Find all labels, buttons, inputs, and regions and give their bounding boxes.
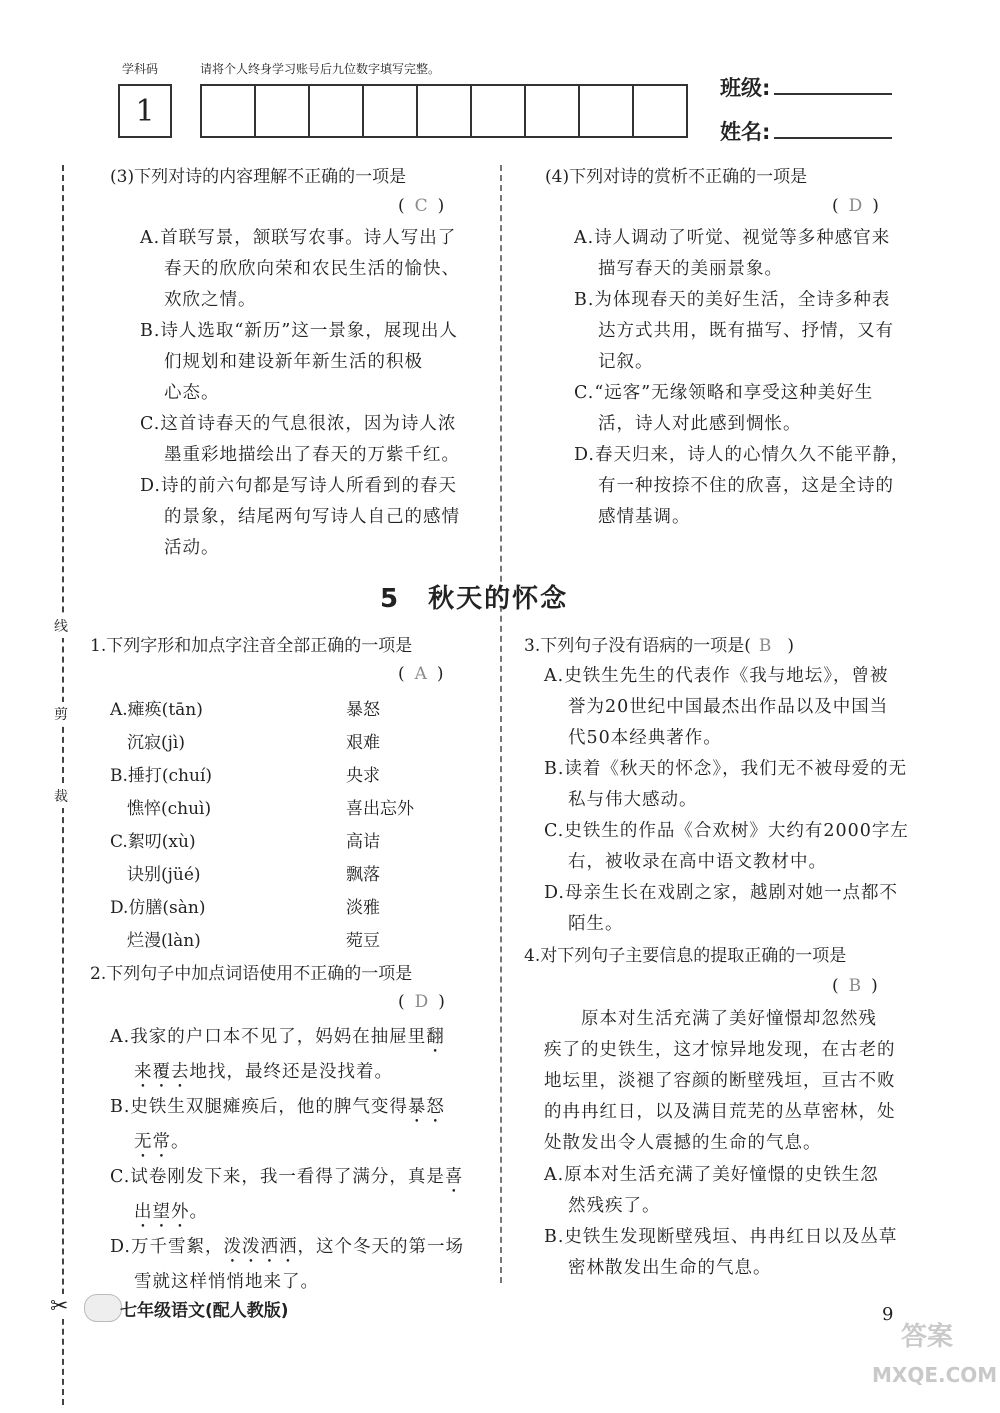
name-field[interactable] <box>720 116 892 146</box>
option-line: 墨重彩地描绘出了春天的万紫千红。 <box>164 445 460 465</box>
option-line: A.史铁生先生的代表作《我与地坛》，曾被 <box>544 666 889 686</box>
option-a <box>574 223 924 285</box>
paren-open: ( <box>398 992 415 1012</box>
option-line: 誉为20世纪中国最杰出作品以及中国当 <box>568 697 889 717</box>
class-field[interactable] <box>720 72 892 102</box>
option-line: 的景象，结尾两句写诗人自己的感情 <box>164 507 460 527</box>
subject-code: 1 <box>135 93 155 129</box>
q4-answer <box>832 196 889 216</box>
dotted-word: 无常 <box>134 1132 171 1152</box>
option-line: C.“远客”无缘领略和享受这种美好生 <box>574 383 874 403</box>
option-line <box>110 1092 490 1127</box>
paren-close: ) <box>872 196 889 216</box>
option-line <box>110 1022 490 1057</box>
option-line: D.诗的前六句都是写诗人所看到的春天 <box>140 476 457 496</box>
option-line: A.首联写景，颔联写农事。诗人写出了 <box>140 228 457 248</box>
lesson-q2-options <box>110 1022 490 1298</box>
account-instruction: 请将个人终身学习账号后九位数字填写完整。 <box>200 62 441 76</box>
lesson-q2-stem: 2.下列句子中加点词语使用不正确的一项是 <box>90 964 413 984</box>
option-line: 欢欣之情。 <box>164 290 257 310</box>
option-line: 感情基调。 <box>598 507 691 527</box>
option-b <box>140 316 490 409</box>
option-line: A.诗人调动了听觉、视觉等多种感官来 <box>574 228 891 248</box>
word-cell: 诀别(jüé) <box>110 865 201 885</box>
option-b <box>544 1222 924 1284</box>
q4-stem: (4)下列对诗的赏析不正确的一项是 <box>545 167 808 187</box>
paren-close: ) <box>871 976 888 996</box>
option-a <box>544 1160 924 1222</box>
option-line <box>110 1057 490 1092</box>
option-line: 私与伟大感动。 <box>568 790 698 810</box>
answer-letter: B <box>758 636 780 656</box>
digit-box[interactable] <box>202 86 256 136</box>
publisher-logo-icon <box>84 1294 122 1322</box>
digit-box[interactable] <box>526 86 580 136</box>
word-cell: 沉寂(jì) <box>110 733 185 753</box>
dotted-word: 来覆去 <box>134 1062 190 1082</box>
lesson-q4-answer <box>832 976 888 996</box>
class-blank[interactable] <box>774 75 892 95</box>
lesson-q2-answer <box>398 992 455 1012</box>
lesson-q4-passage <box>544 1004 924 1159</box>
word-cell: A.瘫痪(tān) <box>110 700 203 720</box>
dotted-word: 喜 <box>444 1167 464 1187</box>
watermark-url: MXQE.COM <box>872 1363 998 1387</box>
dotted-word: 出望外 <box>134 1202 190 1222</box>
answer-letter: B <box>848 976 872 996</box>
answer-letter: A <box>414 664 437 684</box>
answer-letter: D <box>414 992 439 1012</box>
lesson-q1-answer <box>398 664 454 684</box>
paren-close: ) <box>787 636 794 656</box>
option-line: 雪就这样悄悄地来了。 <box>134 1272 319 1292</box>
option-line <box>110 1197 490 1232</box>
subject-code-box <box>118 84 172 138</box>
option-c <box>140 409 490 471</box>
option-line: 密林散发出生命的气息。 <box>568 1258 772 1278</box>
word-cell: 淡雅 <box>346 898 380 918</box>
option-line: 活，诗人对此感到惆怅。 <box>598 414 802 434</box>
paren-close: ) <box>438 992 455 1012</box>
dotted-word: 翻 <box>426 1027 445 1047</box>
scissors-icon: ✂ <box>50 1294 69 1319</box>
option-b <box>110 1092 490 1162</box>
lesson-q1-word-table <box>110 694 466 958</box>
dotted-word: 泼泼洒洒 <box>223 1237 298 1257</box>
option-line: 记叙。 <box>598 352 654 372</box>
passage-line: 疾了的史铁生，这才惊异地发现，在古老的 <box>544 1040 896 1060</box>
option-d <box>544 878 924 940</box>
lesson-q4-options <box>544 1160 924 1284</box>
option-line: B.诗人选取“新历”这一景象，展现出人 <box>140 321 458 341</box>
subject-code-label: 学科码 <box>122 62 159 76</box>
name-blank[interactable] <box>774 119 892 139</box>
word-cell: 飘落 <box>346 865 380 885</box>
word-cell: C.絮叨(xù) <box>110 832 196 852</box>
option-text: ，这个冬天的第一场 <box>297 1237 464 1257</box>
passage-line: 的冉冉红日，以及满目荒芜的丛草密林，处 <box>544 1102 896 1122</box>
digit-box[interactable] <box>580 86 634 136</box>
word-cell: 憔悴(chuì) <box>110 799 212 819</box>
word-cell: B.捶打(chuí) <box>110 766 213 786</box>
option-text: A.我家的户口本不见了，妈妈在抽屉里 <box>110 1027 427 1047</box>
option-line: B.史铁生发现断壁残垣、冉冉红日以及丛草 <box>544 1227 898 1247</box>
column-divider <box>500 165 502 1283</box>
digit-box[interactable] <box>634 86 686 136</box>
lesson-q3-stem <box>524 630 794 662</box>
word-cell: D.仿膳(sàn) <box>110 898 206 918</box>
option-line: 春天的欣欣向荣和农民生活的愉快、 <box>164 259 460 279</box>
digit-box[interactable] <box>418 86 472 136</box>
option-line: A.原本对生活充满了美好憧憬的史铁生忽 <box>544 1165 879 1185</box>
option-b <box>544 754 924 816</box>
name-label: 姓名: <box>720 120 771 144</box>
watermark <box>872 1318 998 1400</box>
stem-text: 3.下列句子没有语病的一项是( <box>524 636 751 656</box>
digit-box[interactable] <box>256 86 310 136</box>
answer-letter: C <box>414 196 438 216</box>
word-cell: 菀豆 <box>346 931 380 951</box>
option-text: D.万千雪絮， <box>110 1237 224 1257</box>
option-line: 们规划和建设新年新生活的积极 <box>164 352 423 372</box>
account-digit-boxes[interactable] <box>200 84 688 138</box>
paren-open: ( <box>832 976 849 996</box>
digit-box[interactable] <box>472 86 526 136</box>
option-text: C.试卷刚发下来，我一看得了满分，真是 <box>110 1167 445 1187</box>
option-line: B.为体现春天的美好生活，全诗多种表 <box>574 290 891 310</box>
option-line <box>110 1162 490 1197</box>
option-a <box>110 1022 490 1092</box>
option-a <box>140 223 490 316</box>
lesson-q1-stem: 1.下列字形和加点字注音全部正确的一项是 <box>90 636 413 656</box>
word-cell: 央求 <box>346 766 380 786</box>
option-line: D.春天归来，诗人的心情久久不能平静， <box>574 445 910 465</box>
word-cell: 喜出忘外 <box>346 799 414 819</box>
page-number: 9 <box>882 1304 894 1325</box>
option-line: C.这首诗春天的气息很浓，因为诗人浓 <box>140 414 457 434</box>
book-title: 七年级语文(配人教版) <box>120 1301 289 1321</box>
class-label: 班级: <box>720 76 771 100</box>
lesson-title-text: 秋天的怀念 <box>428 584 569 614</box>
word-cell: 高诘 <box>346 832 380 852</box>
option-line: 有一种按捺不住的欣喜，这是全诗的 <box>598 476 894 496</box>
passage-line: 原本对生活充满了美好憧憬却忽然残 <box>544 1009 877 1029</box>
option-d <box>140 471 490 564</box>
option-line: 描写春天的美丽景象。 <box>598 259 783 279</box>
watermark-text: 答案 <box>900 1322 953 1352</box>
q3-options <box>140 223 490 564</box>
option-d <box>110 1232 490 1298</box>
paren-open: ( <box>398 196 415 216</box>
option-line: 活动。 <box>164 538 220 558</box>
option-line: 代50本经典著作。 <box>568 728 722 748</box>
option-text: 。 <box>189 1202 208 1222</box>
option-line: D.母亲生长在戏剧之家，越剧对她一点都不 <box>544 883 898 903</box>
option-line <box>110 1232 490 1267</box>
option-d <box>574 440 924 533</box>
option-text: 地找，最终还是没找着。 <box>189 1062 393 1082</box>
lesson-title <box>380 578 568 615</box>
option-line: 然残疾了。 <box>568 1196 661 1216</box>
digit-box[interactable] <box>364 86 418 136</box>
margin-char-cai: 裁 <box>54 784 68 808</box>
option-text: B.史铁生双腿瘫痪后，他的脾气变得 <box>110 1097 408 1117</box>
lesson-q3-options <box>544 661 924 940</box>
lesson-q4-stem: 4.对下列句子主要信息的提取正确的一项是 <box>524 946 847 966</box>
option-line: B.读着《秋天的怀念》，我们无不被母爱的无 <box>544 759 908 779</box>
option-line: 陌生。 <box>568 914 624 934</box>
word-cell: 艰难 <box>346 733 380 753</box>
digit-box[interactable] <box>310 86 364 136</box>
word-cell: 暴怒 <box>346 700 380 720</box>
answer-letter: D <box>848 196 873 216</box>
paren-close: ) <box>437 196 455 216</box>
option-line: 达方式共用，既有描写、抒情，又有 <box>598 321 894 341</box>
q3-answer <box>398 196 454 216</box>
margin-char-jian: 剪 <box>54 702 68 726</box>
option-b <box>574 285 924 378</box>
margin-char-xian: 线 <box>54 614 68 638</box>
lesson-number: 5 <box>380 584 401 614</box>
option-a <box>544 661 924 754</box>
paren-open: ( <box>398 664 415 684</box>
dotted-word: 暴怒 <box>407 1097 445 1117</box>
option-c <box>110 1162 490 1232</box>
q3-stem: (3)下列对诗的内容理解不正确的一项是 <box>110 167 407 187</box>
passage-line: 处散发出令人震撼的生命的气息。 <box>544 1133 822 1153</box>
q4-options <box>574 223 924 533</box>
option-line: 心态。 <box>164 383 220 403</box>
passage-line: 地坛里，淡褪了容颜的断壁残垣，亘古不败 <box>544 1071 896 1091</box>
option-line <box>110 1127 490 1162</box>
option-c <box>544 816 924 878</box>
paren-open: ( <box>832 196 849 216</box>
option-line: C.史铁生的作品《合欢树》大约有2000字左 <box>544 821 909 841</box>
option-line: 右，被收录在高中语文教材中。 <box>568 852 827 872</box>
paren-close: ) <box>436 664 454 684</box>
option-c <box>574 378 924 440</box>
word-cell: 烂漫(làn) <box>110 931 201 951</box>
option-text: 。 <box>171 1132 190 1152</box>
